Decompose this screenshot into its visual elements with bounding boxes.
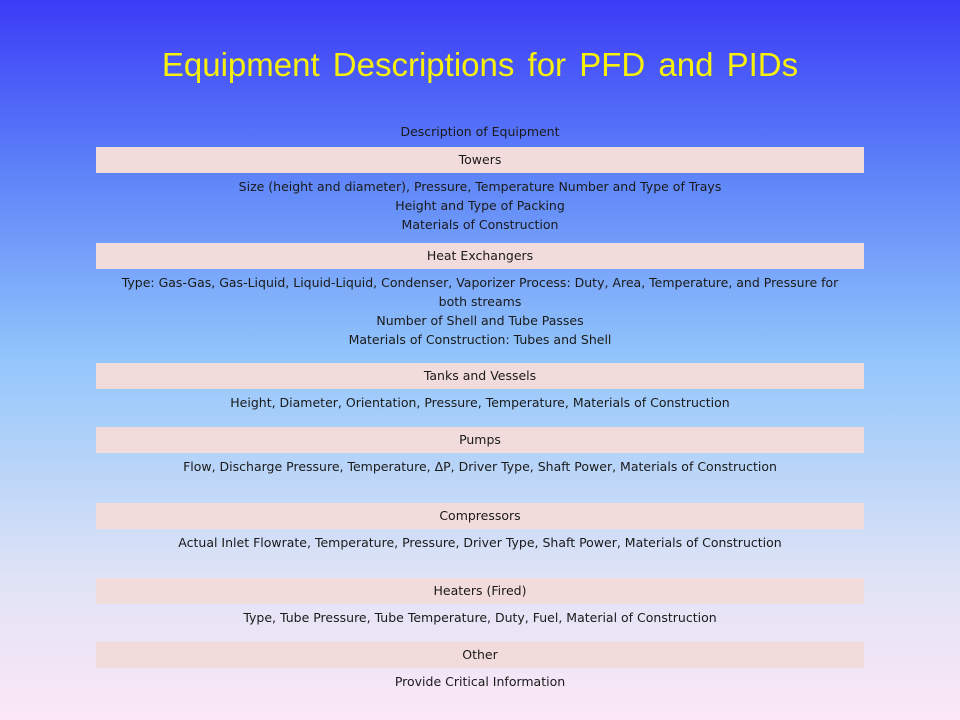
detail-line: Provide Critical Information bbox=[394, 674, 566, 689]
section-compressors-heading: Compressors bbox=[96, 503, 864, 529]
section-tanks-vessels-heading: Tanks and Vessels bbox=[96, 363, 864, 389]
section-heat-exchangers-heading: Heat Exchangers bbox=[96, 243, 864, 269]
section-tanks-vessels-details bbox=[96, 393, 864, 412]
detail-line: Flow, Discharge Pressure, Temperature, ΔP, Driver Type, Shaft Power, Materials of Construction bbox=[183, 459, 777, 474]
section-other-heading: Other bbox=[96, 642, 864, 668]
detail-line: Height, Diameter, Orientation, Pressure, Temperature, Materials of Construction bbox=[230, 395, 730, 410]
table-header: Description of Equipment bbox=[400, 124, 560, 139]
detail-line: Size (height and diameter), Pressure, Temperature Number and Type of Trays bbox=[238, 179, 722, 194]
detail-line: Actual Inlet Flowrate, Temperature, Pressure, Driver Type, Shaft Power, Materials of Construction bbox=[178, 535, 782, 550]
section-towers-heading: Towers bbox=[96, 147, 864, 173]
detail-line: Type: Gas-Gas, Gas-Liquid, Liquid-Liquid, Condenser, Vaporizer Process: Duty, Area, Temperature, and Pressure for both streams bbox=[121, 275, 839, 309]
section-heaters-heading: Heaters (Fired) bbox=[96, 578, 864, 604]
detail-line: Height and Type of Packing bbox=[395, 198, 565, 213]
detail-line: Materials of Construction bbox=[401, 217, 559, 232]
section-heat-exchangers-details bbox=[96, 273, 864, 349]
detail-line: Type, Tube Pressure, Tube Temperature, Duty, Fuel, Material of Construction bbox=[243, 610, 717, 625]
detail-line: Number of Shell and Tube Passes bbox=[376, 313, 584, 328]
section-other-details bbox=[96, 672, 864, 691]
slide-title: Equipment Descriptions for PFD and PIDs bbox=[161, 46, 799, 83]
section-pumps-details bbox=[96, 457, 864, 476]
detail-line: Materials of Construction: Tubes and Shell bbox=[348, 332, 612, 347]
section-compressors-details bbox=[96, 533, 864, 552]
section-heaters-details bbox=[96, 608, 864, 627]
section-pumps-heading: Pumps bbox=[96, 427, 864, 453]
section-towers-details bbox=[96, 177, 864, 234]
